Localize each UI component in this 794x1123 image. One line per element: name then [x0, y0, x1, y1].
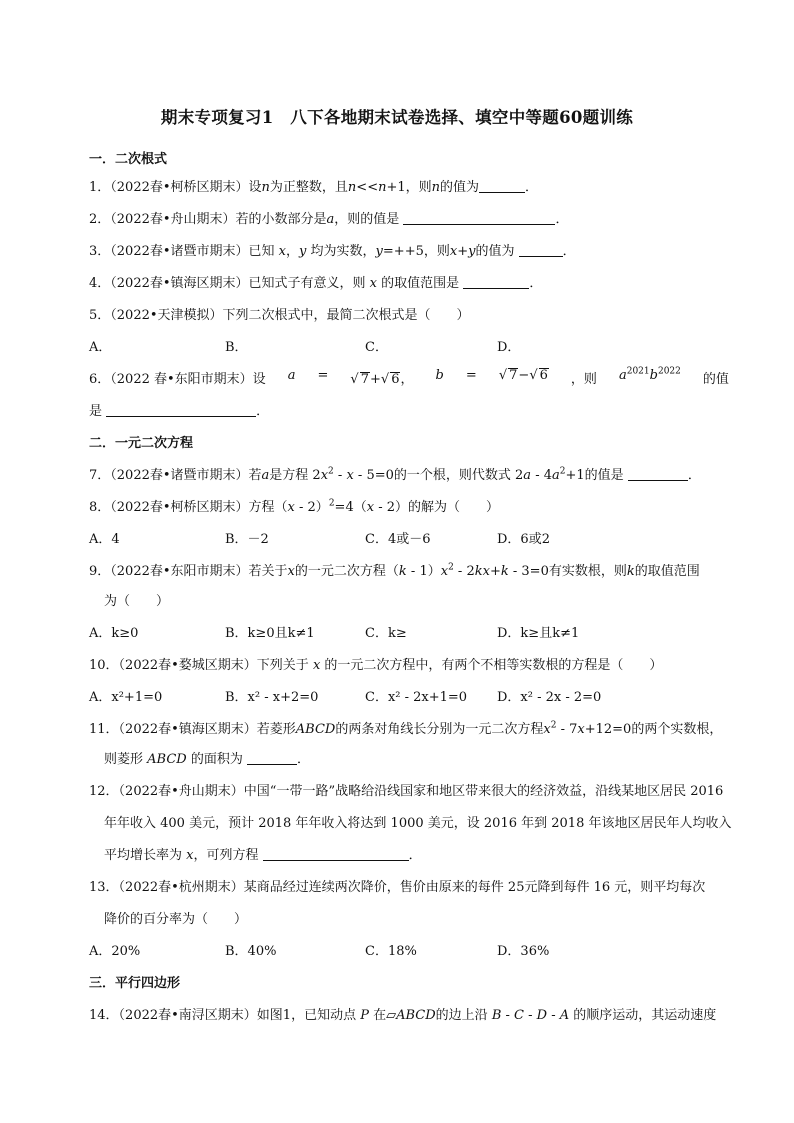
answer-blank[interactable] — [628, 468, 688, 481]
section-heading-quadratic: 二．一元二次方程 — [89, 436, 194, 451]
question-7: 7．（2022春•诸暨市期末）若a是方程 $2x^2 - x - 5=0$的一个根，则代数式 $2a - 4a^2+1$的值是 ． — [89, 466, 701, 483]
option-d[interactable]: D．36% — [497, 944, 550, 959]
page-title: 期末专项复习1 八下各地期末试卷选择、填空中等题60题训练 — [160, 108, 634, 127]
question-10-options — [89, 686, 729, 705]
question-13-continued: 降价的百分率为（ ） — [104, 912, 248, 927]
question-11-continued: 则菱形 ABCD 的面积为 ． — [104, 752, 311, 767]
question-1: 1．（2022春•柯桥区期末）设n为正整数，且n<<n+1，则n的值为 ． — [89, 180, 539, 195]
option-d[interactable]: D．x² - 2x - 2=0 — [497, 690, 602, 705]
question-8: 8．（2022春•柯桥区期末）方程（x - 2）$^2$=4（x - 2）的解为（ ） — [89, 498, 499, 515]
question-5-options — [89, 336, 729, 355]
option-d[interactable]: D．k≥且k≠1 — [497, 626, 580, 641]
option-a[interactable]: A．4 — [89, 532, 120, 547]
question-14: 14．（2022春•南浔区期末）如图1，已知动点 P 在▱ABCD的边上沿 B - C - D - A 的顺序运动，其运动速度 — [89, 1008, 717, 1023]
question-12: 12．（2022春•舟山期末）中国“一带一路”战略给沿线国家和地区带来很大的经济效益，沿线某地区居民 2016 — [89, 784, 724, 799]
option-a[interactable]: A．x²+1=0 — [89, 690, 163, 705]
answer-blank[interactable] — [403, 212, 555, 225]
answer-blank[interactable] — [263, 848, 409, 861]
section-heading-radicals: 一．二次根式 — [89, 152, 168, 167]
option-a[interactable]: A． — [89, 340, 112, 355]
option-c[interactable]: C．4或－6 — [365, 532, 431, 547]
answer-blank[interactable] — [106, 404, 256, 417]
answer-blank[interactable] — [463, 276, 529, 289]
question-10: 10．（2022春•婺城区期末）下列关于 x 的一元二次方程中，有两个不相等实数根的方程是（ ） — [89, 658, 663, 673]
option-a[interactable]: A．20% — [89, 944, 141, 959]
option-d[interactable]: D．6或2 — [497, 532, 550, 547]
question-13: 13．（2022春•杭州期末）某商品经过连续两次降价，售价由原来的每件 25元降到每件 16 元，则平均每次 — [89, 880, 706, 895]
question-4: 4．（2022春•镇海区期末）已知式子有意义，则 x 的取值范围是 ． — [89, 276, 543, 291]
option-c[interactable]: C．18% — [365, 944, 417, 959]
option-d[interactable]: D． — [497, 340, 521, 355]
question-2: 2．（2022春•舟山期末）若的小数部分是a，则的值是 ． — [89, 212, 569, 227]
answer-blank[interactable] — [247, 752, 297, 765]
question-8-options — [89, 528, 729, 547]
question-11: 11．（2022春•镇海区期末）若菱形ABCD的两条对角线长分别为一元二次方程$x^2 - 7x+12=0$的两个实数根， — [89, 720, 723, 737]
answer-blank[interactable] — [519, 244, 563, 257]
option-c[interactable]: C．x² - 2x+1=0 — [365, 690, 468, 705]
question-6-continued: 是 ． — [89, 404, 270, 419]
option-b[interactable]: B．40% — [225, 944, 277, 959]
option-c[interactable]: C． — [365, 340, 388, 355]
question-5: 5．（2022•天津模拟）下列二次根式中，最简二次根式是（ ） — [89, 308, 470, 323]
option-b[interactable]: B．k≥0且k≠1 — [225, 626, 315, 641]
question-3: 3．（2022春•诸暨市期末）已知 x，y 均为实数，y=++5，则x+y的值为 ． — [89, 244, 576, 259]
question-6: 6．（2022 春•东阳市期末）设 a = √ 7+√ 6， b = √ 7−√ 6 ，则 $a^{2021}b^{2022}$ 的值 — [89, 366, 729, 387]
option-b[interactable]: B．－2 — [225, 532, 269, 547]
option-a[interactable]: A．k≥0 — [89, 626, 139, 641]
question-12-line-2: 年年收入 400 美元，预计 2018 年年收入将达到 1000 美元，设 2016 年到 2018 年该地区居民年人均收入 — [104, 816, 732, 831]
question-9-options — [89, 622, 729, 641]
question-9-continued: 为（ ） — [104, 594, 170, 609]
option-b[interactable]: B． — [225, 340, 248, 355]
question-13-options — [89, 940, 729, 959]
question-12-line-3: 平均增长率为 x，可列方程 ． — [104, 848, 422, 863]
option-b[interactable]: B．x² - x+2=0 — [225, 690, 319, 705]
section-heading-parallelogram: 三．平行四边形 — [89, 976, 181, 991]
question-9: 9．（2022春•东阳市期末）若关于x的一元二次方程$(k - 1)x^2 - 2kx+k - 3=0$有实数根，则k的取值范围 — [89, 562, 700, 579]
answer-blank[interactable] — [479, 180, 525, 193]
option-c[interactable]: C．k≥ — [365, 626, 407, 641]
